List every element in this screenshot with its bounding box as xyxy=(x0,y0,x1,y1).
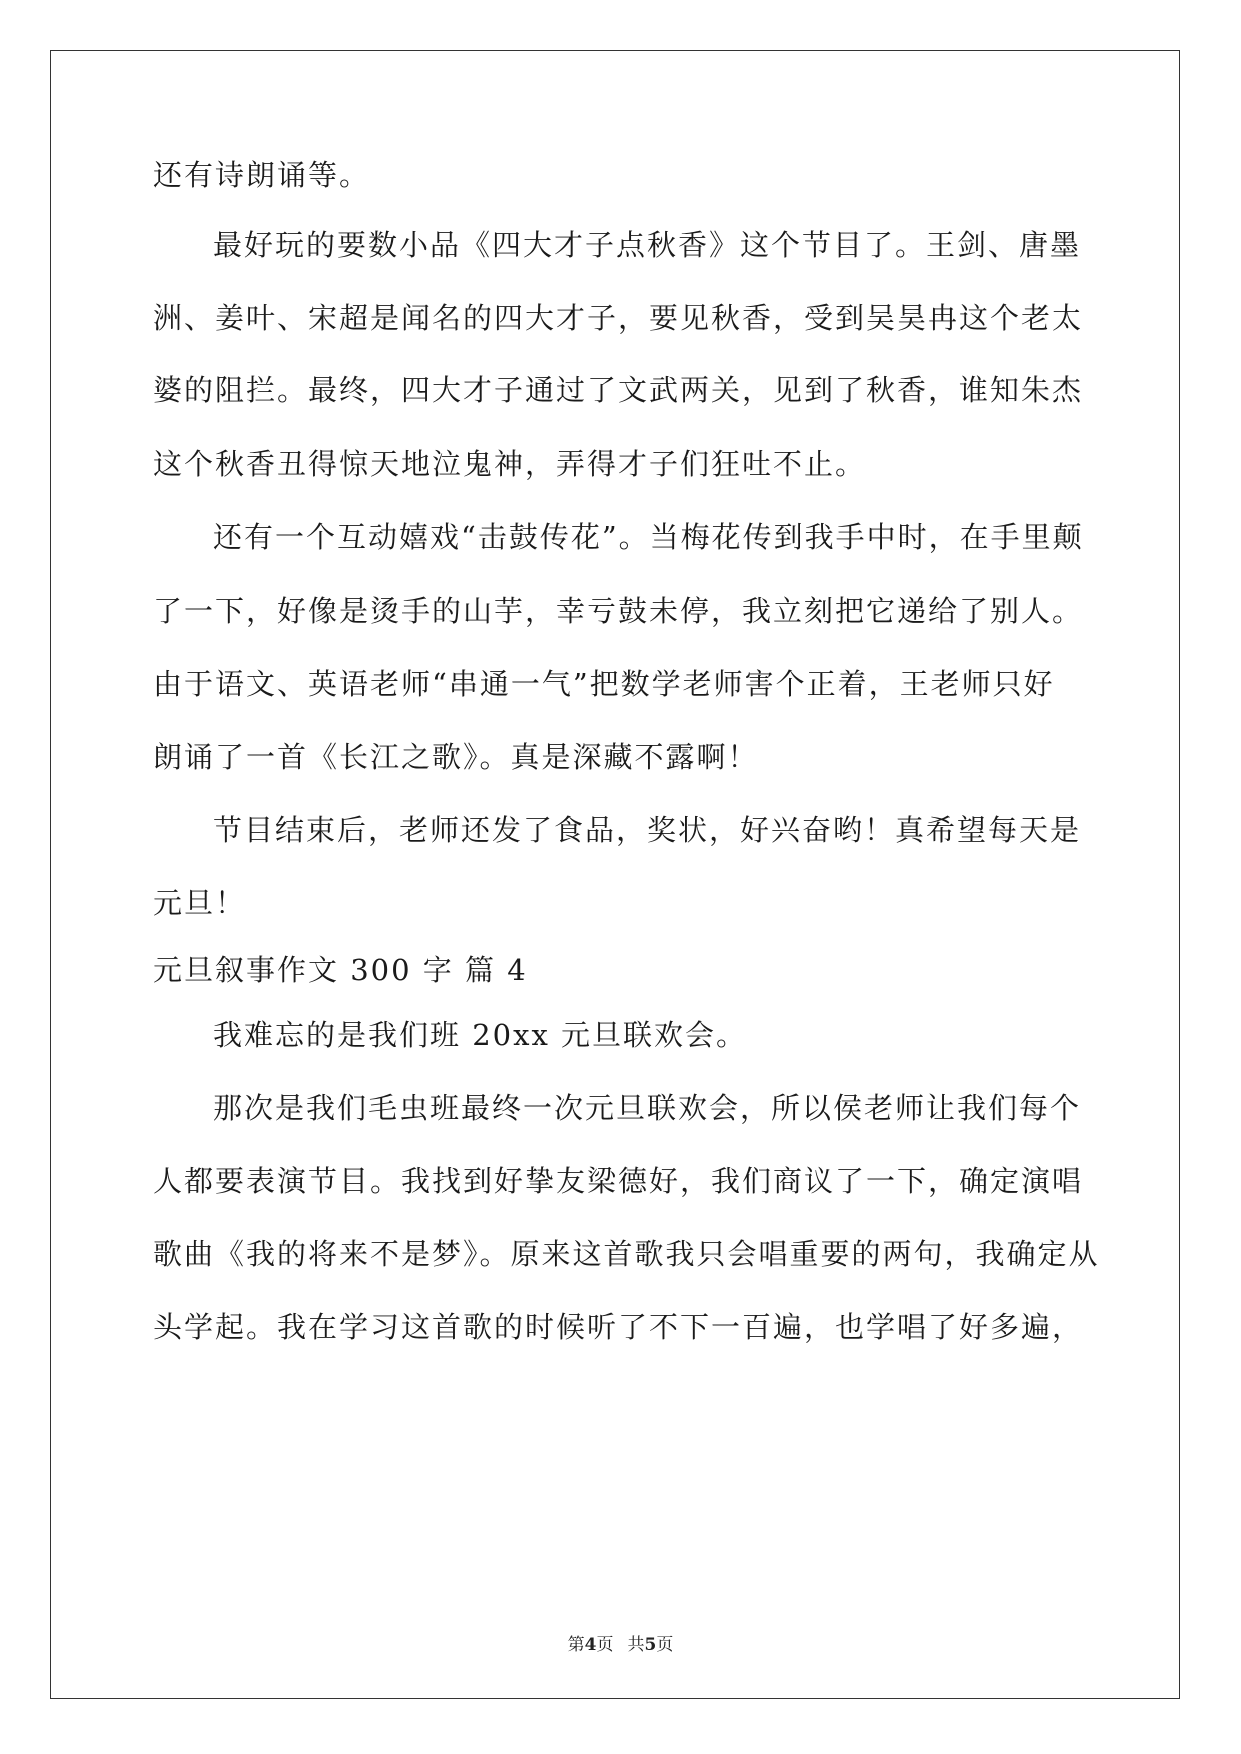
text-line: 最好玩的要数小品《四大才子点秋香》这个节目了。王剑、唐墨 xyxy=(213,228,1082,262)
text-line: 节目结束后，老师还发了食品，奖状，好兴奋哟！真希望每天是 xyxy=(213,813,1082,847)
footer-page-unit: 页 xyxy=(596,1635,614,1655)
section-heading: 元旦叙事作文 300 字 篇 4 xyxy=(153,953,528,987)
text-line: 人都要表演节目。我找到好挚友梁德好，我们商议了一下，确定演唱 xyxy=(153,1164,1084,1198)
text-line: 歌曲《我的将来不是梦》。原来这首歌我只会唱重要的两句，我确定从 xyxy=(153,1237,1100,1271)
footer-prefix: 第 xyxy=(567,1635,585,1655)
current-page-number: 4 xyxy=(584,1635,597,1655)
text-line: 婆的阻拦。最终，四大才子通过了文武两关，见到了秋香，谁知朱杰 xyxy=(153,373,1084,407)
text-line: 我难忘的是我们班 20xx 元旦联欢会。 xyxy=(213,1018,748,1052)
page-footer xyxy=(0,1634,1241,1656)
text-line: 了一下，好像是烫手的山芋，幸亏鼓未停，我立刻把它递给了别人。 xyxy=(153,594,1084,628)
text-line: 元旦！ xyxy=(153,886,247,920)
total-page-count: 5 xyxy=(644,1635,657,1655)
footer-total-prefix: 共 xyxy=(627,1635,645,1655)
footer-total-unit: 页 xyxy=(656,1635,674,1655)
text-line: 还有一个互动嬉戏“击鼓传花”。当梅花传到我手中时，在手里颠 xyxy=(213,520,1084,554)
text-line: 还有诗朗诵等。 xyxy=(153,158,371,192)
text-line: 这个秋香丑得惊天地泣鬼神，弄得才子们狂吐不止。 xyxy=(153,447,867,481)
text-line: 头学起。我在学习这首歌的时候听了不下一百遍，也学唱了好多遍， xyxy=(153,1310,1084,1344)
text-line: 那次是我们毛虫班最终一次元旦联欢会，所以侯老师让我们每个 xyxy=(213,1091,1082,1125)
text-line: 朗诵了一首《长江之歌》。真是深藏不露啊！ xyxy=(153,740,759,774)
text-line: 由于语文、英语老师“串通一气”把数学老师害个正着，王老师只好 xyxy=(153,667,1055,701)
text-line: 洲、姜叶、宋超是闻名的四大才子，要见秋香，受到吴昊冉这个老太 xyxy=(153,301,1084,335)
